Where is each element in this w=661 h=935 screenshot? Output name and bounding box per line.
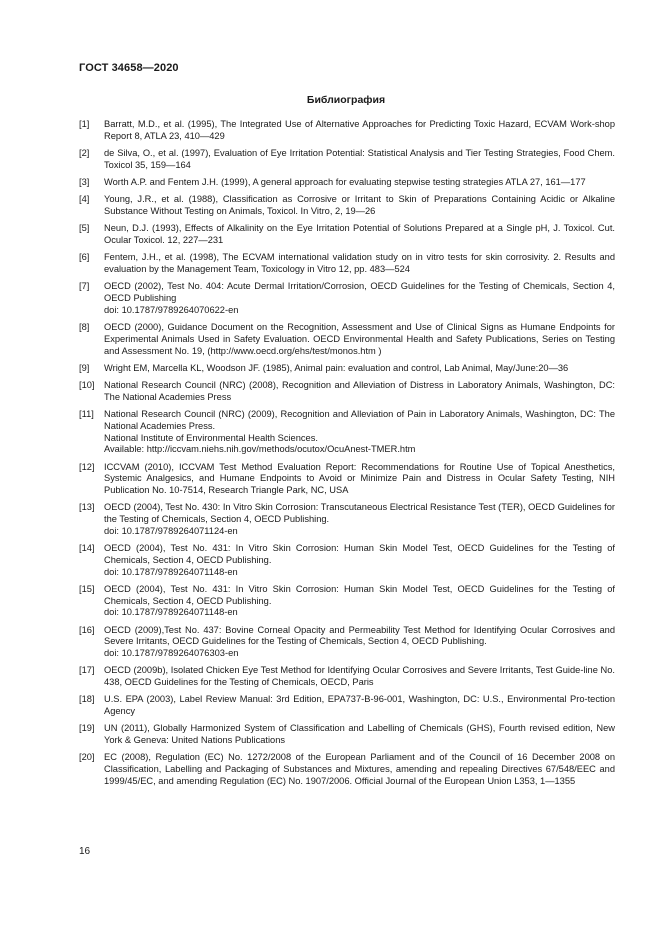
reference-doi: doi: 10.1787/9789264071148-en [104,607,238,618]
reference-item [79,194,615,218]
reference-text [104,380,615,404]
reference-text [104,502,615,537]
reference-item [79,409,615,456]
reference-line: OECD (2004), Test No. 431: In Vitro Skin Corrosion: Human Skin Model Test, OECD Guidelines for the Testing of Chemicals, Section 4, OECD Publishing. [104,543,615,565]
document-standard-id: ГОСТ 34658—2020 [79,62,179,74]
reference-text [104,148,615,172]
reference-number: [18] [79,694,95,705]
reference-item [79,665,615,689]
reference-line: de Silva, O., et al. (1997), Evaluation of Eye Irritation Potential: Statistical Analysis and Tier Testing Strategies, Food Chem. Toxicol 35, 159—164 [104,148,615,170]
reference-item [79,752,615,787]
reference-doi: doi: 10.1787/9789264071124-en [104,525,238,536]
reference-number: [2] [79,148,90,158]
reference-item [79,694,615,718]
bibliography-list [79,119,615,793]
reference-line: Young, J.R., et al. (1988), Classification as Corrosive or Irritant to Skin of Preparations Containing Acidic or Alkaline Substance Without Testing on Animals, Toxicol. In Vitro, 2, 19—26 [104,194,615,216]
reference-line: OECD (2002), Test No. 404: Acute Dermal Irritation/Corrosion, OECD Guidelines for the Testing of Chemicals, Section 4, OECD Publishing [104,281,615,303]
reference-item [79,625,615,660]
reference-line: ICCVAM (2010), ICCVAM Test Method Evaluation Report: Recommendations for Routine Use of Topical Anesthetics, Systemic Analgesics, and Humane Endpoints to Avoid or Minimize Pain and Distress in Ocular Safety Testing, NIH Publication No. 10-7514, Research Triangle Park, NC, USA [104,461,615,495]
reference-text [104,543,615,578]
reference-text [104,462,615,497]
reference-line: OECD (2000), Guidance Document on the Recognition, Assessment and Use of Clinical Signs as Humane Endpoints for Experimental Animals Used in Safety Evaluation. OECD Environmental Health and Safety Publications, Series on Testing and Assessment No. 19, (http://www.oecd.org/ehs/test/monos.htm ) [104,322,615,356]
reference-number: [16] [79,624,95,635]
reference-line: U.S. EPA (2003), Label Review Manual: 3rd Edition, EPA737-B-96-001, Washington, DC: U.S., Environmental Pro-tection Agency [104,694,615,716]
reference-item [79,177,615,189]
reference-number: [15] [79,583,95,594]
reference-text [104,723,615,747]
bibliography-title: Библиография [306,94,386,106]
reference-number: [8] [79,322,90,332]
page-number: 16 [79,846,91,857]
reference-line: OECD (2009b), Isolated Chicken Eye Test Method for Identifying Ocular Corrosives and Severe Irritants, Test Guide-line No. 438, OECD Guidelines for the Testing of Chemicals, OECD, Paris [104,665,615,687]
reference-number: [13] [79,502,95,513]
reference-doi: doi: 10.1787/9789264070622-en [104,304,239,315]
reference-number: [11] [79,409,94,419]
reference-text [104,223,615,247]
reference-number: [7] [79,281,90,292]
reference-item [79,363,615,375]
reference-line: Fentem, J.H., et al. (1998), The ECVAM international validation study on in vitro tests for skin corrosivity. 2. Results and evaluation by the Management Team, Toxicology in Vitro 12, pp. 483—524 [104,252,615,274]
reference-number: [17] [79,665,95,676]
reference-number: [12] [79,461,95,472]
reference-item [79,380,615,404]
reference-text [104,752,615,787]
reference-text [104,322,615,357]
reference-item [79,119,615,143]
reference-number: [14] [79,543,95,553]
reference-item [79,322,615,357]
reference-text [104,363,615,375]
reference-text [104,694,615,718]
reference-item [79,148,615,172]
reference-line: OECD (2004), Test No. 430: In Vitro Skin Corrosion: Transcutaneous Electrical Resistance Test (TER), OECD Guidelines for the Testing of Chemicals, Section 4, OECD Publishing. [104,502,615,524]
reference-number: [10] [79,380,95,390]
reference-line: Wright EM, Marcella KL, Woodson JF. (1985), Animal pain: evaluation and control, Lab Animal, May/June:20—36 [104,362,569,373]
reference-line: Worth A.P. and Fentem J.H. (1999), A general approach for evaluating stepwise testing strategies ATLA 27, 161—177 [104,177,586,187]
reference-number: [6] [79,252,90,263]
reference-number: [9] [79,362,90,373]
reference-item [79,723,615,747]
reference-text [104,665,615,689]
reference-number: [5] [79,223,90,234]
reference-line: EC (2008), Regulation (EC) No. 1272/2008 of the European Parliament and of the Council of 16 December 2008 on Classification, Labelling and Packaging of Substances and Mixtures, amending and repealing Directives 67/548/EEC and 1999/45/EC, and amending Regulation (EC) No. 1907/2006. Official Journal of the European Union L353, 1—1355 [104,752,615,786]
reference-text [104,119,615,143]
reference-number: [19] [79,723,95,734]
reference-text [104,281,615,316]
reference-text [104,194,615,218]
reference-line: OECD (2004), Test No. 431: In Vitro Skin Corrosion: Human Skin Model Test, OECD Guidelines for the Testing of Chemicals, Section 4, OECD Publishing. [104,583,615,606]
reference-text [104,409,615,456]
reference-text [104,584,615,619]
reference-item [79,502,615,537]
reference-line: National Research Council (NRC) (2008), Recognition and Alleviation of Distress in Laboratory Animals, Washington, DC: The National Academies Press [104,380,615,402]
reference-line: UN (2011), Globally Harmonized System of Classification and Labelling of Chemicals (GHS), Fourth revised edition, New York & Geneva: United Nations Publications [104,723,615,745]
reference-item [79,584,615,619]
reference-item [79,281,615,316]
reference-text [104,177,615,189]
reference-number: [3] [79,177,90,187]
reference-line: National Institute of Environmental Health Sciences. [104,432,318,443]
reference-doi: doi: 10.1787/9789264071148-en [104,566,238,577]
reference-text [104,252,615,276]
reference-item [79,462,615,497]
reference-line: Neun, D.J. (1993), Effects of Alkalinity on the Eye Irritation Potential of Solutions Prepared at a Single pH, J. Toxicol. Cut. Ocular Toxicol. 12, 227—231 [104,223,615,245]
reference-doi: doi: 10.1787/9789264076303-en [104,648,239,658]
reference-line: OECD (2009),Test No. 437: Bovine Corneal Opacity and Permeability Test Method for Identifying Ocular Corrosives and Severe Irritants, OECD Guidelines for the Testing of Chemicals, Section 4, OECD Publishing. [104,624,615,647]
reference-item [79,223,615,247]
reference-text [104,625,615,660]
reference-number: [1] [79,119,90,129]
reference-line: Barratt, M.D., et al. (1995), The Integrated Use of Alternative Approaches for Predicting Toxic Hazard, ECVAM Work-shop Report 8, ATLA 23, 410—429 [104,119,615,141]
reference-item [79,252,615,276]
reference-item [79,543,615,578]
reference-line: National Research Council (NRC) (2009), Recognition and Alleviation of Pain in Laboratory Animals, Washington, DC: The National Academies Press. [104,409,615,431]
reference-number: [4] [79,194,90,205]
reference-url: Available: http://iccvam.niehs.nih.gov/methods/ocutox/OcuAnest-TMER.htm [104,444,416,455]
reference-number: [20] [79,752,95,763]
